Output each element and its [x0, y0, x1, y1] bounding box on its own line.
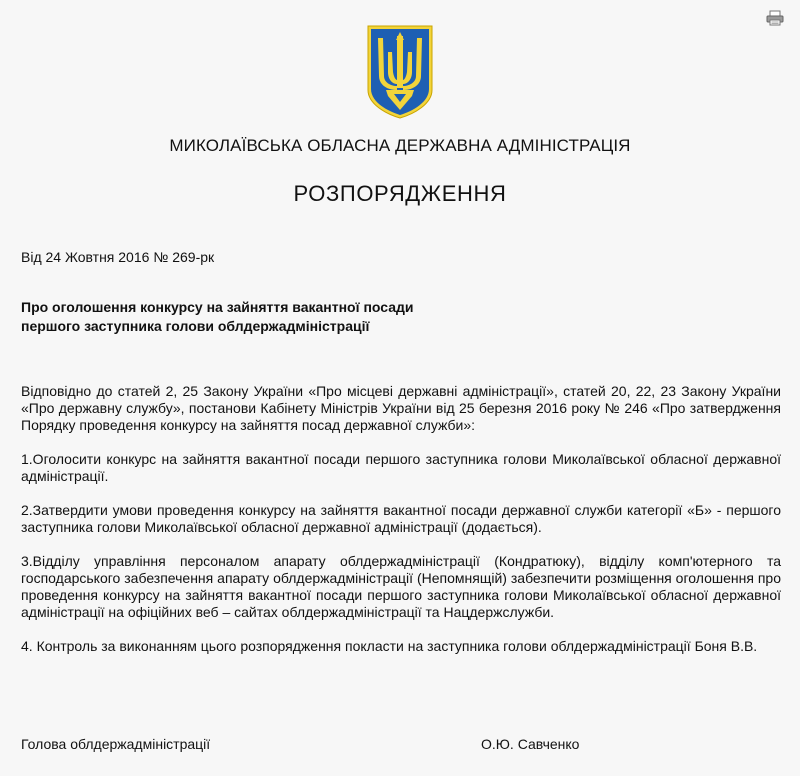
- order-item: 4. Контроль за виконанням цього розпорядження покласти на заступника голови облдержадміністрації Боня В.В.: [21, 638, 758, 654]
- print-button[interactable]: [766, 10, 784, 26]
- document-subject: [21, 298, 414, 336]
- signatory-position: Голова облдержадміністрації: [21, 736, 211, 752]
- document-type-heading: РОЗПОРЯДЖЕННЯ: [293, 181, 507, 206]
- organization-title: МИКОЛАЇВСЬКА ОБЛАСНА ДЕРЖАВНА АДМІНІСТРАЦІЯ: [169, 136, 631, 155]
- subject-line: Про оголошення конкурсу на зайняття вакантної посади: [21, 299, 414, 315]
- coat-of-arms-emblem: [366, 24, 434, 120]
- document-body: [21, 383, 781, 672]
- subject-line: першого заступника голови облдержадміністрації: [21, 318, 370, 334]
- signatory-name: О.Ю. Савченко: [481, 736, 580, 752]
- printer-icon: [766, 10, 784, 26]
- preamble-paragraph: Відповідно до статей 2, 25 Закону України «Про місцеві державні адміністрації», статей 20, 22, 23 Закону України «Про державну службу», постанови Кабінету Міністрів України від 25 березня 2016 року № 246 «Про затвердження Порядку проведення конкурсу на зайняття посад державної служби»:: [21, 383, 781, 433]
- order-item: 3.Відділу управління персоналом апарату облдержадміністрації (Кондратюку), відділу комп'ютерного та господарського забезпечення апарату облдержадміністрації (Непомнящій) забезпечити розміщення оголошення про проведення конкурсу на зайняття вакантної посади першого заступника голови Миколаївської обласної державної адміністрації на офіційних веб – сайтах облдержадміністрації та Нацдержслужби.: [21, 553, 781, 620]
- trident-icon: [366, 24, 434, 120]
- order-item: 1.Оголосити конкурс на зайняття вакантної посади першого заступника голови Миколаївської обласної державної адміністрації.: [21, 451, 781, 484]
- document-date-number: Від 24 Жовтня 2016 № 269-рк: [21, 249, 215, 265]
- order-item: 2.Затвердити умови проведення конкурсу на зайняття вакантної посади державної служби категорії «Б» - першого заступника голови Миколаївської обласної державної адміністрації (додається).: [21, 502, 781, 535]
